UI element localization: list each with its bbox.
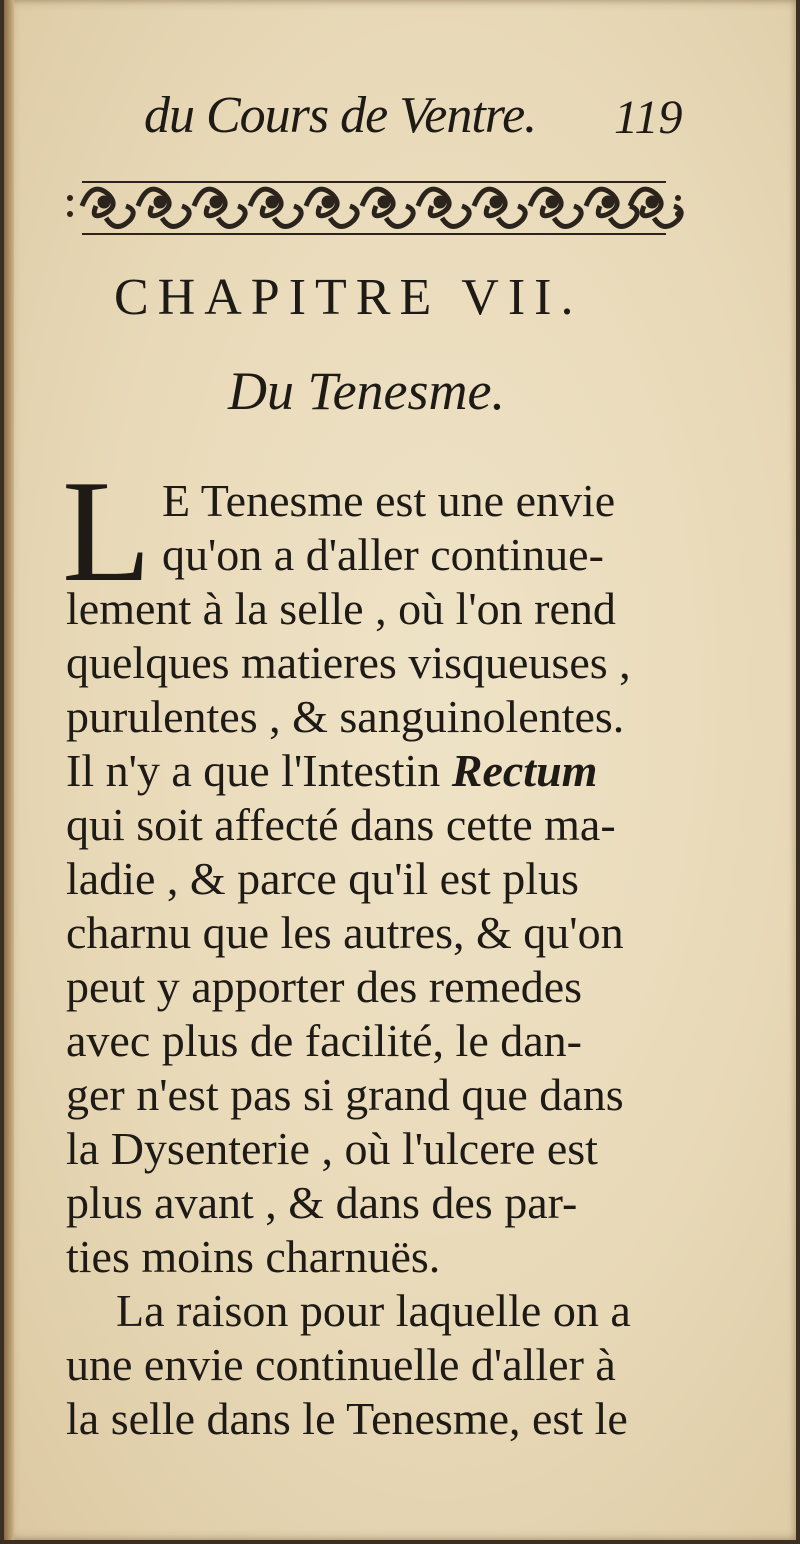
- italic-term: Rectum: [451, 745, 598, 796]
- text-line: purulentes , & sanguinolentes.: [66, 691, 625, 742]
- text-line: ger n'est pas si grand que dans: [66, 1069, 624, 1120]
- page-number: 119: [614, 91, 683, 144]
- decorative-ornament-band: [64, 172, 684, 242]
- text-line: ties moins charnuës.: [66, 1231, 441, 1282]
- text-line: ladie , & parce qu'il est plus: [66, 853, 579, 904]
- text-line: avec plus de facilité, le dan-: [66, 1015, 582, 1066]
- text-line: la Dysenterie , où l'ulcere est: [66, 1123, 598, 1174]
- text-line: charnu que les autres, & qu'on: [66, 907, 624, 958]
- running-title: du Cours de Ventre.: [144, 87, 537, 144]
- text-line: Il n'y a que l'Intestin Rectum: [66, 745, 598, 796]
- text-line: la selle dans le Tenesme, est le: [66, 1393, 628, 1444]
- text-line: plus avant , & dans des par-: [66, 1177, 578, 1228]
- text-line: lement à la selle , où l'on rend: [66, 583, 616, 634]
- text-line: La raison pour laquelle on a: [116, 1285, 631, 1336]
- drop-capital: L: [62, 450, 152, 612]
- book-page: [4, 0, 796, 1540]
- text-line: E Tenesme est une envie: [162, 475, 616, 526]
- text-line: quelques matieres visqueuses ,: [66, 637, 631, 688]
- text-line: une envie continuelle d'aller à: [66, 1339, 616, 1390]
- text-line: qui soit affecté dans cette ma-: [66, 799, 616, 850]
- text-line: peut y apporter des remedes: [66, 961, 583, 1012]
- chapter-subtitle: Du Tenesme.: [228, 361, 505, 421]
- binding-edge: [4, 0, 14, 1540]
- chapter-heading: CHAPITRE VII.: [114, 269, 583, 326]
- running-head: [144, 86, 704, 156]
- text-line: qu'on a d'aller continue-: [162, 529, 604, 580]
